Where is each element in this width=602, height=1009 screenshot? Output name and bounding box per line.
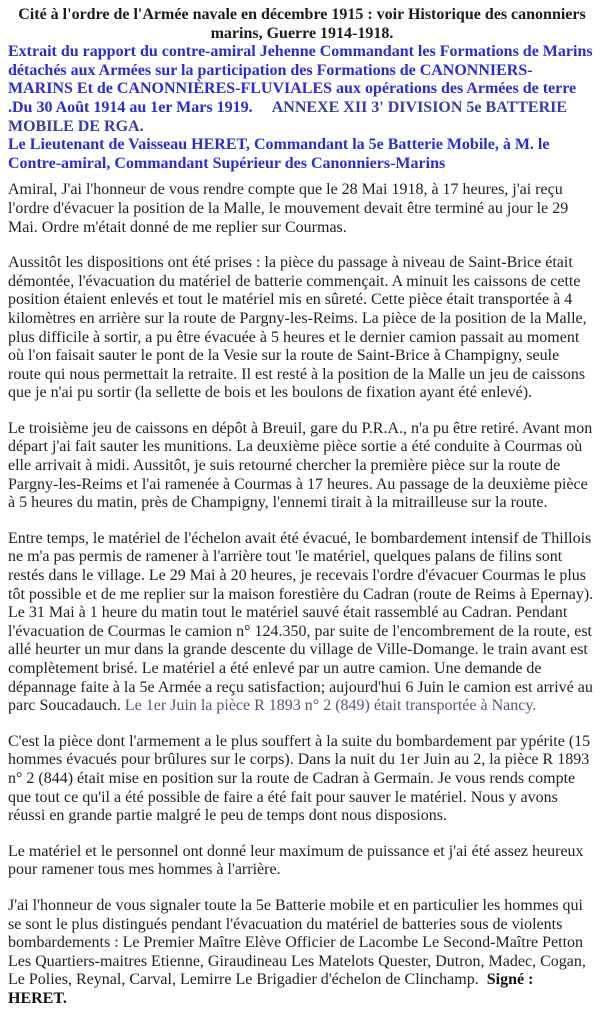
paragraph-text: Entre temps, le matériel de l'échelon avait été évacué, le bombardement intensif de Thillois ne m'a pas permis de ramener à l'arrière tout 'le matériel, quelques palans de filins sont restés dans le village. Le 29 Mai à 20 heures, je recevais l'ordre d'évacuer Courmas le plus tôt possible et de me replier sur la maison forestière du Cadran (route de Reims à Epernay). Le 31 Mai à 1 heure du matin tout le matériel sauvé était rassemblé au Cadran. Pendant l'évacuation de Courmas le camion n° 124.350, par suite de l'encombrement de la route, est allé heurter un mur dans la grande descente du village de Ville-Domange. le train avant est complètement brisé. Le matériel a été enlevé par un autre camion. Une demande de dépannage faite à la 5e Armée a reçu satisfaction; aujourd'hui 6 Juin le camion est arrivé au parc Soucadauch. [8, 529, 594, 715]
juin-note: Le 1er Juin la pièce R 1893 n° 2 (849) était transportée à Nancy. [124, 697, 537, 715]
paragraph [8, 897, 596, 1009]
addressee-heading: Le Lieutenant de Vaisseau HERET, Commandant la 5e Batterie Mobile, à M. le Contre-amiral, Commandant Supérieur des Canonniers-Marins [8, 136, 550, 172]
paragraph: Aussitôt les dispositions ont été prises : la pièce du passage à niveau de Saint-Brice était démontée, l'évacuation du matériel de batterie commençait. A minuit les caissons de cette position étaient enlevés et tout le matériel mis en sûreté. Cette pièce était transportée à 4 kilomètres en arrière sur la route de Pargny-les-Reims. La pièce de la position de la Malle, plus difficile à sortir, a pu être évacuée à 5 heures et le dernier camion passait au moment où l'on faisait sauter le pont de la Vesie sur la route de Saint-Brice à Champigny, seule route qui nous permettait la retraite. Il est resté à la position de la Malle un jeu de caissons que je n'ai pu sortir (la sellette de bois et les boulons de fixation ayant été enlevé). [8, 254, 587, 402]
paragraph: Amiral, J'ai l'honneur de vous rendre compte que le 28 Mai 1918, à 17 heures, j'ai reçu l'ordre d'évacuer la position de la Malle, le mouvement devait être terminé au jour le 29 Mai. Ordre m'était donné de me replier sur Courmas. [8, 181, 569, 236]
paragraph: Le troisième jeu de caissons en dépôt à Breuil, gare du P.R.A., n'a pu être retiré. Avant mon départ j'ai fait sauter les munitions. La deuxième pièce sortie a été conduite à Courmas où elle arrivait à midi. Aussitôt, je suis retourné chercher la première pièce sur la route de Pargny-les-Reims et l'ai ramenée à Courmas à 17 heures. Au passage de la deuxième pièce à 5 heures du matin, près de Champigny, l'ennemi tirait à la mitrailleuse sur la route. [8, 419, 593, 512]
citation-heading: Cité à l'ordre de l'Armée navale en décembre 1915 : voir Historique des canonniers marins, Guerre 1914-1918. [18, 6, 586, 42]
paragraph: Le matériel et le personnel ont donné leur maximum de puissance et j'ai été assez heureux pour ramener tous mes hommes à l'arrière. [8, 842, 584, 879]
paragraph: C'est la pièce dont l'armement a le plus souffert à la suite du bombardement par ypérite (15 hommes évacués pour brûlures sur le corps). Dans la nuit du 1er Juin au 2, la pièce R 1893 n° 2 (844) était mise en position sur la route de Cadran à Germain. Je vous rends compte que tout ce qu'il a été possible de faire a été fait pour sauver le matériel. Nous y avons réussi en grande partie malgré le peu de temps dont nous disposions. [8, 732, 591, 825]
extract-title: Extrait du rapport du contre-amiral Jehenne Commandant les Formations de Marins détachés aux Armées sur la participation des Formations de CANONNIERS-MARINS Et de CANONNIÈRES-FLUVIALES aux opérations des Armées de terre .Du 30 Août 1914 au 1er Mars 1919. [8, 43, 593, 116]
paragraph [8, 530, 596, 716]
annex-title: ANNEXE XII 3' DIVISION 5e BATTERIE MOBILE DE RGA. [8, 98, 568, 135]
signature: Signé : HERET. [8, 971, 534, 1007]
paragraph-text: J'ai l'honneur de vous signaler toute la 5e Batterie mobile et en particulier les hommes qui se sont le plus distingués pendant l'évacuation du matériel de batteries sous de violents bombardements : Le Premier Maître Elève Officier de Lacombe Le Second-Maître Petton Les Quartiers-maitres Etienne, Giraudineau Les Matelots Quester, Dutron, Madec, Cogan, Le Polies, Reynal, Carval, Lemirre Le Brigadier d'échelon de Clinchamp. [8, 896, 586, 989]
report-extract-heading [8, 43, 596, 136]
